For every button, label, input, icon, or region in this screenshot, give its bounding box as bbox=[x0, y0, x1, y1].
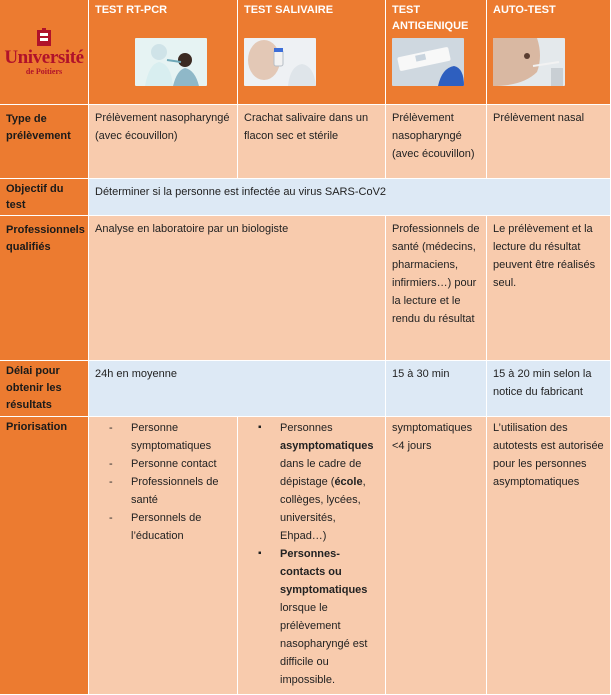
list-item bbox=[244, 419, 379, 545]
saliva-photo bbox=[244, 38, 316, 86]
self-test-photo bbox=[493, 38, 565, 86]
antigen-test-photo bbox=[392, 38, 464, 86]
header-pcr bbox=[89, 0, 238, 105]
cell-type-autotest: Prélèvement nasal bbox=[487, 105, 611, 179]
list-item bbox=[244, 545, 379, 689]
cell-prio-pcr bbox=[89, 417, 238, 695]
list-item: - Personnels de l’éducation bbox=[95, 509, 231, 545]
text-segment: lorsque le prélèvement nasopharyngé est difficile ou impossible. bbox=[280, 602, 368, 686]
university-crest-icon bbox=[33, 28, 55, 48]
header-antigenique bbox=[386, 0, 487, 105]
text-segment: Personnes bbox=[280, 422, 333, 434]
cell-type-antigenique: Prélèvement nasopharyngé (avec écouvillon) bbox=[386, 105, 487, 179]
row-label-prio: Priorisation bbox=[0, 417, 89, 695]
row-label-pro: Professionnels qualifiés bbox=[0, 216, 89, 361]
cell-delai-pcr-salivaire: 24h en moyenne bbox=[89, 361, 386, 417]
logo-subtext: de Poitiers bbox=[25, 67, 63, 76]
cell-pro-antigenique: Professionnels de santé (médecins, pharmaciens, infirmiers…) pour la lecture et le rendu du résultat bbox=[386, 216, 487, 361]
bold-segment: Personnes-contacts ou symptomatiques bbox=[280, 548, 368, 596]
text-segment: dans le cadre de dépistage ( bbox=[280, 458, 362, 488]
cell-delai-autotest: 15 à 20 min selon la notice du fabricant bbox=[487, 361, 611, 417]
list-item: - Personne contact bbox=[95, 455, 231, 473]
header-logo-cell bbox=[0, 0, 89, 105]
cell-type-pcr: Prélèvement nasopharyngé (avec écouvillon) bbox=[89, 105, 238, 179]
bold-segment: école bbox=[334, 476, 363, 488]
cell-type-salivaire: Crachat salivaire dans un flacon sec et stérile bbox=[238, 105, 386, 179]
text-segment: , collèges, lycées, universités, Ehpad…) bbox=[280, 476, 366, 542]
pcr-photo bbox=[135, 38, 207, 86]
prio-pcr-list bbox=[95, 419, 231, 545]
header-autotest-title: AUTO-TEST bbox=[493, 4, 556, 16]
header-salivaire-title: TEST SALIVAIRE bbox=[244, 4, 334, 16]
cell-prio-salivaire bbox=[238, 417, 386, 695]
cell-delai-antigenique: 15 à 30 min bbox=[386, 361, 487, 417]
cell-prio-autotest: L’utilisation des autotests est autorisée pour les personnes asymptomatiques bbox=[487, 417, 611, 695]
list-item: - Professionnels de santé bbox=[95, 473, 231, 509]
list-item: - Personne symptomatiques bbox=[95, 419, 231, 455]
cell-objectif: Déterminer si la personne est infectée au virus SARS-CoV2 bbox=[89, 179, 611, 216]
row-label-objectif: Objectif du test bbox=[0, 179, 89, 216]
bold-segment: asymptomatiques bbox=[280, 440, 374, 452]
prio-salivaire-list bbox=[244, 419, 379, 689]
header-antigenique-title: TEST ANTIGENIQUE bbox=[392, 4, 469, 32]
header-pcr-title: TEST RT-PCR bbox=[95, 4, 168, 16]
header-autotest bbox=[487, 0, 611, 105]
row-label-delai: Délai pour obtenir les résultats bbox=[0, 361, 89, 417]
logo-text: Université bbox=[4, 47, 84, 68]
university-logo bbox=[4, 28, 83, 76]
cell-pro-pcr-salivaire: Analyse en laboratoire par un biologiste bbox=[89, 216, 386, 361]
cell-prio-antigenique: symptomatiques <4 jours bbox=[386, 417, 487, 695]
header-salivaire bbox=[238, 0, 386, 105]
row-label-type: Type de prélèvement bbox=[0, 105, 89, 179]
cell-pro-autotest: Le prélèvement et la lecture du résultat peuvent être réalisés seul. bbox=[487, 216, 611, 361]
